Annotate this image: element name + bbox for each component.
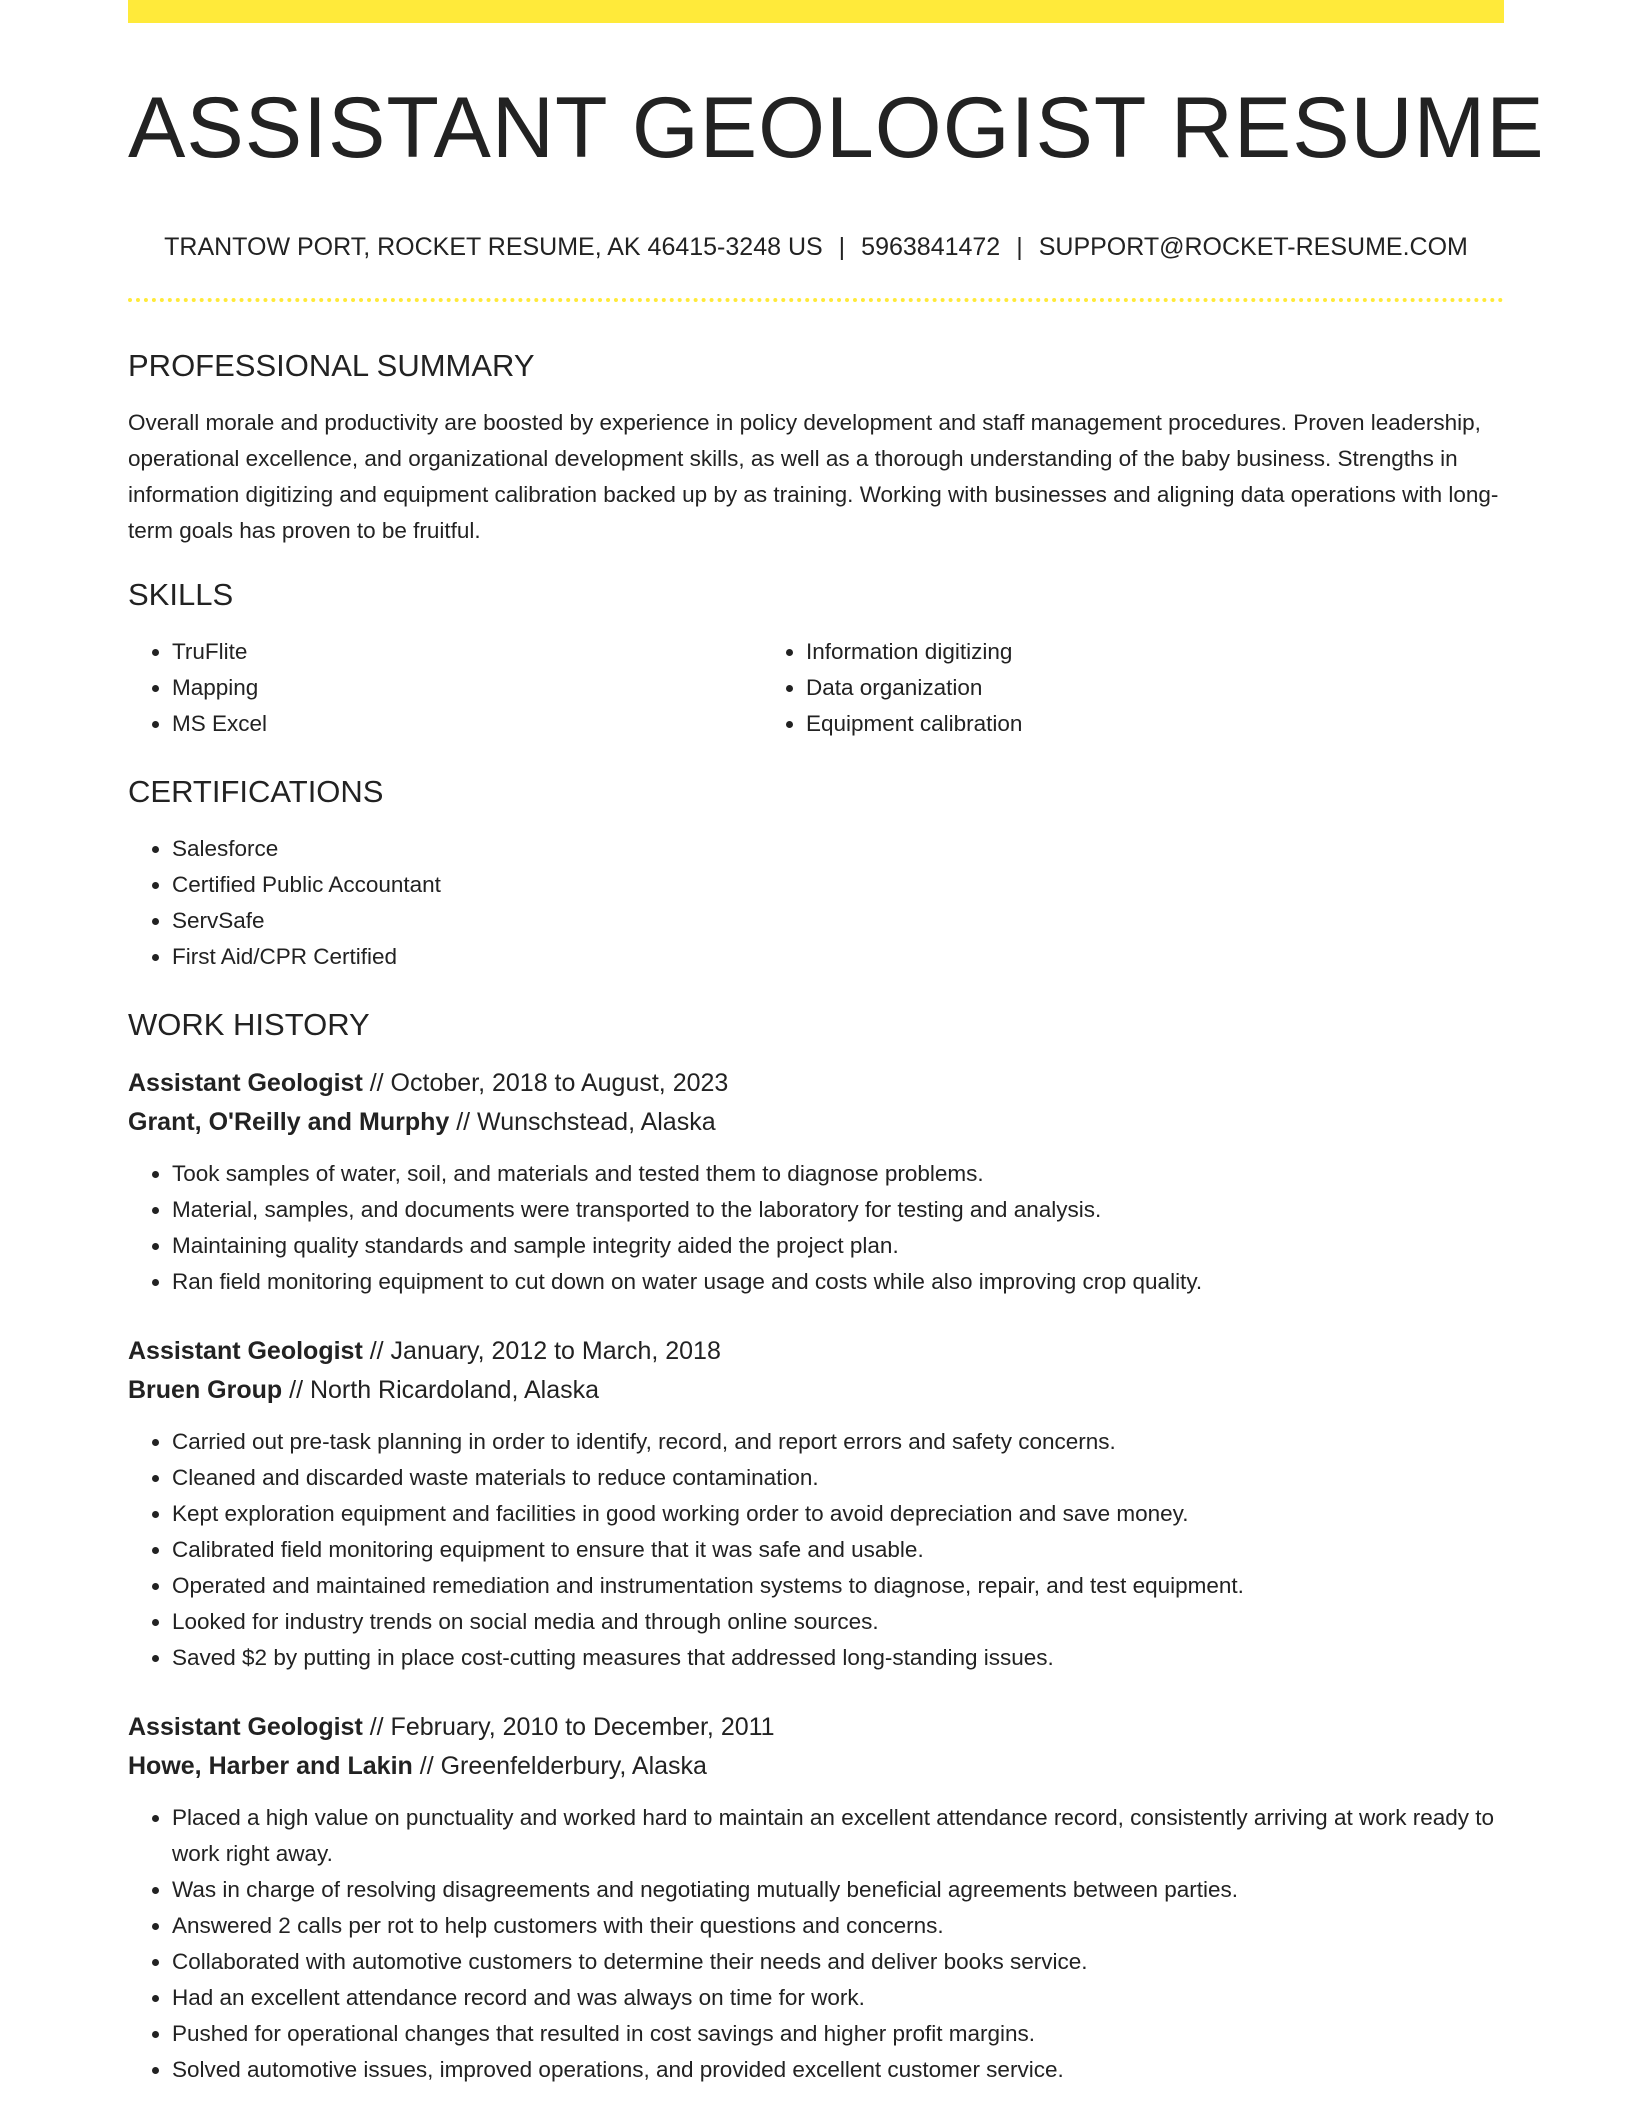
job-title: Assistant Geologist	[128, 1069, 363, 1097]
job-bullets	[128, 1156, 1504, 1300]
resume-title: ASSISTANT GEOLOGIST RESUME	[128, 80, 1545, 176]
job-company: Grant, O'Reilly and Murphy	[128, 1108, 450, 1136]
skills-list-right	[762, 634, 1396, 742]
section-heading-work-history: WORK HISTORY	[128, 1007, 370, 1042]
summary-text: Overall morale and productivity are boosted by experience in policy development and staff management procedures. Proven leadership, operational excellence, and organizational development skills, as well as a thorough understanding of the baby business. Strengths in information digitizing and equipment calibration backed up by as training. Working with businesses and aligning data operations with long-term goals has proven to be fruitful.	[128, 410, 1499, 543]
certification-item: • Certified Public Accountant	[172, 867, 1504, 903]
job-bullet: • Material, samples, and documents were transported to the laboratory for testing and analysis.	[172, 1192, 1504, 1228]
certification-item: • First Aid/CPR Certified	[172, 939, 1504, 975]
job-bullet: • Placed a high value on punctuality and worked hard to maintain an excellent attendance record, consistently arriving at work ready to work right away.	[172, 1800, 1504, 1872]
job-entry	[128, 1332, 1504, 1676]
job-location: // Greenfelderbury, Alaska	[419, 1752, 707, 1780]
job-dates: // February, 2010 to December, 2011	[369, 1713, 775, 1741]
job-bullet: • Took samples of water, soil, and materials and tested them to diagnose problems.	[172, 1156, 1504, 1192]
job-bullet: • Had an excellent attendance record and was always on time for work.	[172, 1980, 1504, 2016]
job-location: // Wunschstead, Alaska	[456, 1108, 716, 1136]
job-bullet: • Answered 2 calls per rot to help customers with their questions and concerns.	[172, 1908, 1504, 1944]
job-bullet: • Kept exploration equipment and facilities in good working order to avoid depreciation and save money.	[172, 1496, 1504, 1532]
job-bullet: • Ran field monitoring equipment to cut down on water usage and costs while also improving crop quality.	[172, 1264, 1504, 1300]
skill-item: • Information digitizing	[806, 634, 1396, 670]
job-dates: // January, 2012 to March, 2018	[369, 1337, 721, 1365]
job-entry	[128, 1064, 1504, 1300]
skills-list-left	[128, 634, 762, 742]
accent-top-bar	[128, 0, 1504, 23]
certifications-list	[128, 831, 1504, 975]
job-bullet: • Looked for industry trends on social media and through online sources.	[172, 1604, 1504, 1640]
section-heading-certifications: CERTIFICATIONS	[128, 774, 384, 809]
job-title-line	[128, 1064, 1504, 1103]
job-bullet: • Collaborated with automotive customers to determine their needs and deliver books service.	[172, 1944, 1504, 1980]
job-company: Howe, Harber and Lakin	[128, 1752, 413, 1780]
skills-section	[128, 579, 1504, 742]
certification-item: • ServSafe	[172, 903, 1504, 939]
work-history-section	[128, 1009, 1504, 2088]
job-location: // North Ricardoland, Alaska	[289, 1376, 600, 1404]
contact-separator: |	[1016, 233, 1023, 261]
certifications-section	[128, 776, 1504, 975]
contact-separator: |	[838, 233, 846, 261]
job-title-line	[128, 1332, 1504, 1371]
job-bullet: • Solved automotive issues, improved operations, and provided excellent customer service.	[172, 2052, 1504, 2088]
job-bullet: • Carried out pre-task planning in order to identify, record, and report errors and safety concerns.	[172, 1424, 1504, 1460]
job-bullets	[128, 1800, 1504, 2088]
contact-email[interactable]: SUPPORT@ROCKET-RESUME.COM	[1038, 233, 1468, 261]
section-heading-skills: SKILLS	[128, 577, 234, 612]
skills-grid	[128, 634, 1504, 742]
job-title: Assistant Geologist	[128, 1713, 363, 1741]
dotted-divider	[128, 298, 1504, 302]
job-bullet: • Pushed for operational changes that resulted in cost savings and higher profit margins.	[172, 2016, 1504, 2052]
skill-item: • Equipment calibration	[806, 706, 1396, 742]
job-entry	[128, 1708, 1504, 2088]
job-bullets	[128, 1424, 1504, 1676]
job-bullet: • Was in charge of resolving disagreements and negotiating mutually beneficial agreements between parties.	[172, 1872, 1504, 1908]
contact-address: TRANTOW PORT, ROCKET RESUME, AK 46415-3248 US	[164, 233, 823, 261]
job-title: Assistant Geologist	[128, 1337, 363, 1365]
certification-item: • Salesforce	[172, 831, 1504, 867]
job-company-line	[128, 1747, 1504, 1786]
job-company-line	[128, 1103, 1504, 1142]
job-title-line	[128, 1708, 1504, 1747]
job-bullet: • Operated and maintained remediation and instrumentation systems to diagnose, repair, and test equipment.	[172, 1568, 1504, 1604]
skill-item: • Mapping	[172, 670, 762, 706]
job-bullet: • Saved $2 by putting in place cost-cutting measures that addressed long-standing issues.	[172, 1640, 1504, 1676]
section-heading-summary: PROFESSIONAL SUMMARY	[128, 348, 535, 383]
contact-phone: 5963841472	[861, 233, 1001, 261]
job-dates: // October, 2018 to August, 2023	[369, 1069, 729, 1097]
professional-summary-section	[128, 350, 1504, 549]
skill-item: • MS Excel	[172, 706, 762, 742]
resume-page	[128, 0, 1545, 2088]
job-bullet: • Calibrated field monitoring equipment to ensure that it was safe and usable.	[172, 1532, 1504, 1568]
skill-item: • Data organization	[806, 670, 1396, 706]
skill-item: • TruFlite	[172, 634, 762, 670]
contact-line	[128, 235, 1504, 260]
job-company-line	[128, 1371, 1504, 1410]
job-bullet: • Maintaining quality standards and sample integrity aided the project plan.	[172, 1228, 1504, 1264]
job-bullet: • Cleaned and discarded waste materials to reduce contamination.	[172, 1460, 1504, 1496]
job-company: Bruen Group	[128, 1376, 283, 1404]
